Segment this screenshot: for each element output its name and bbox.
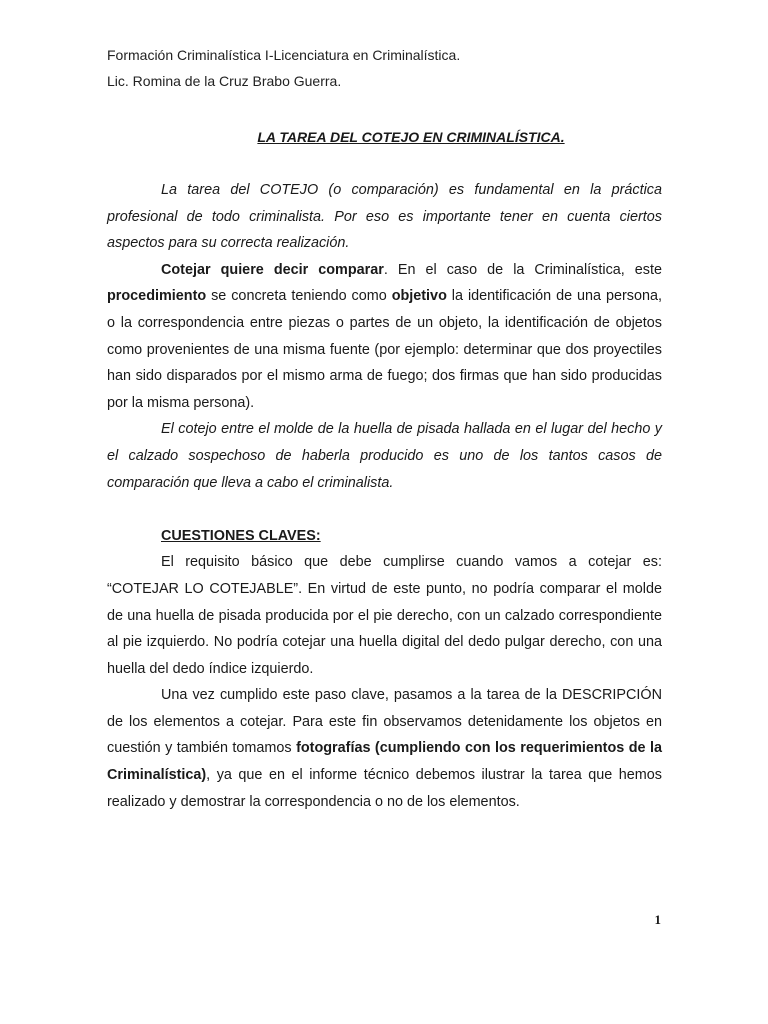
document-header xyxy=(107,42,460,94)
header-author-line: Lic. Romina de la Cruz Brabo Guerra. xyxy=(107,73,342,89)
paragraph-description xyxy=(107,682,662,815)
paragraph-requirement: El requisito básico que debe cumplirse cuando vamos a cotejar es: “COTEJAR LO COTEJABLE”. En virtud de este punto, no podría comparar el molde de una huella de pisada producida por el pie derecho, con un calzado correspondiente al pie izquierdo. No podría cotejar una huella digital del dedo pulgar derecho, con una huella del dedo índice izquierdo. xyxy=(107,554,662,677)
paragraph-description-text-2: , ya que en el informe técnico debemos ilustrar la tarea que hemos realizado y demostrar la correspondencia o no de los elementos. xyxy=(107,767,662,810)
paragraph-definition-bold-3: objetivo xyxy=(391,288,447,305)
paragraph-definition-bold-2: procedimiento xyxy=(107,288,207,305)
header-course-line: Formación Criminalística I-Licenciatura en Criminalística. xyxy=(107,47,461,63)
paragraph-description-bold-1: fotografías (cumpliendo con los requerimientos de la Criminalística) xyxy=(107,740,662,784)
section-heading-line xyxy=(107,523,662,550)
paragraph-definition xyxy=(107,257,662,417)
paragraph-intro: La tarea del COTEJO (o comparación) es fundamental en la práctica profesional de todo criminalista. Por eso es importante tener en cuenta ciertos aspectos para su correcta realización. xyxy=(107,182,662,252)
paragraph-example: El cotejo entre el molde de la huella de pisada hallada en el lugar del hecho y el calzado sospechoso de haberla producido es uno de los tantos casos de comparación que lleva a cabo el criminalista. xyxy=(107,421,662,491)
paragraph-description-text-1: Una vez cumplido este paso clave, pasamos a la tarea de la DESCRIPCIÓN de los elementos a cotejar. Para este fin observamos detenidamente los objetos en cuestión y también tomamos xyxy=(107,687,662,757)
paragraph-definition-text-2: se concreta teniendo como xyxy=(206,288,392,305)
paragraph-definition-text-1: . En el caso de la Criminalística, este xyxy=(383,261,663,278)
page-number: 1 xyxy=(654,912,661,927)
paragraph-definition-text-3: la identificación de una persona, o la correspondencia entre piezas o partes de un objeto, la identificación de objetos como provenientes de una misma fuente (por ejemplo: determinar que dos proyectiles han sido disparados por el mismo arma de fuego; dos firmas que han sido producidas por la misma persona). xyxy=(107,288,662,411)
document-title: LA TAREA DEL COTEJO EN CRIMINALÍSTICA. xyxy=(257,129,565,145)
section-heading: CUESTIONES CLAVES: xyxy=(161,527,321,544)
document-body xyxy=(107,177,662,815)
paragraph-definition-bold-1: Cotejar quiere decir comparar xyxy=(161,261,384,278)
